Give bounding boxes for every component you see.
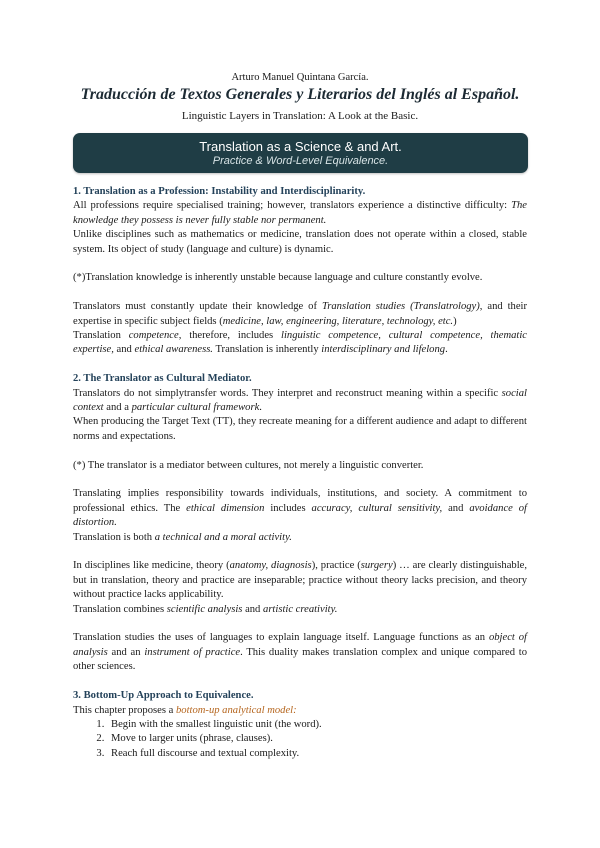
emphasis: ethical dimension — [186, 502, 265, 514]
emphasis: accuracy, cultural sensitivity, — [311, 502, 443, 514]
emphasis: Translation studies (Translatrology) — [321, 301, 480, 313]
emphasis: ethical awareness. — [134, 344, 213, 356]
text: Translators must constantly update their knowledge of — [73, 301, 318, 313]
section-3-intro — [73, 704, 527, 718]
section-1-heading: 1. Translation as a Profession: Instability and Interdisciplinarity. — [73, 186, 366, 197]
list-item: 3. Reach full discourse and textual complexity. — [107, 747, 527, 761]
section-2-note: (*) The translator is a mediator between cultures, not merely a linguistic converter. — [73, 459, 424, 471]
text: therefore, includes — [189, 330, 274, 342]
emphasis: social context — [73, 387, 527, 414]
text: ), practice ( — [311, 560, 361, 572]
list-item: 1. Begin with the smallest linguistic unit (the word). — [107, 718, 527, 732]
text: and an — [111, 646, 141, 658]
emphasis: object of analysis — [73, 632, 527, 658]
text: ) — [453, 315, 457, 327]
section-1-paragraph-2: Unlike disciplines such as mathematics or medicine, translation does not operate within a closed, stable system. Its object of study (language and culture) is dynamic. — [73, 229, 527, 255]
emphasis: a technical and a moral activity. — [154, 531, 292, 543]
text: In disciplines like medicine, theory ( — [73, 560, 230, 572]
emphasis: scientific analysis — [166, 603, 243, 615]
banner-title: Translation as a Science & and Art. — [199, 139, 402, 154]
emphasis: anatomy, diagnosis — [229, 560, 312, 572]
section-2-paragraph-1 — [73, 387, 527, 416]
title-banner — [73, 133, 528, 173]
highlight: bottom-up analytical model: — [175, 704, 297, 716]
text: , and their expertise in specific subject fields ( — [73, 301, 528, 327]
emphasis: linguistic competence, cultural competence, thematic expertise, — [73, 330, 528, 356]
document-body — [73, 185, 527, 761]
emphasis: artistic creativity. — [263, 603, 338, 615]
text: This chapter proposes a — [73, 704, 174, 716]
section-2-paragraph-3 — [73, 487, 527, 530]
emphasis: interdisciplinary and lifelong — [321, 344, 446, 356]
section-3-heading: 3. Bottom-Up Approach to Equivalence. — [73, 690, 254, 702]
section-2-paragraph-7 — [73, 631, 527, 674]
text: . This duality makes translation complex and unique compared to other sciences. — [73, 646, 527, 673]
document-subtitle: Linguistic Layers in Translation: A Look at the Basic. — [181, 110, 419, 122]
section-2-paragraph-4 — [73, 531, 527, 545]
author-name: Arturo Manuel Quintana García. — [231, 72, 369, 83]
emphasis: competence, — [128, 330, 182, 342]
emphasis: particular cultural framework — [131, 402, 260, 414]
text: Translation is inherently — [215, 344, 319, 356]
text: and — [448, 502, 464, 514]
banner-subtitle: Practice & Word-Level Equivalence. — [212, 155, 389, 167]
text: and a — [106, 402, 129, 414]
text: Translation combines — [73, 603, 165, 615]
section-1-paragraph-4 — [73, 329, 527, 358]
text: and — [116, 344, 132, 356]
emphasis: avoidance of distortion. — [73, 502, 527, 529]
section-1-note: (*)Translation knowledge is inherently unstable because language and culture constantly evolve. — [73, 272, 483, 284]
text: Translation — [73, 330, 121, 342]
text: Translation is both — [73, 531, 153, 543]
document-title: Traducción de Textos Generales y Literarios del Inglés al Español. — [80, 86, 520, 103]
text: Translators do not simplytransfer words. They interpret and reconstruct meaning within a specific — [73, 387, 499, 399]
section-2-paragraph-6 — [73, 603, 527, 617]
text: includes — [270, 502, 306, 514]
emphasis: instrument of practice — [144, 646, 241, 658]
text: Translation studies the uses of languages to explain language itself. Language functions as an — [73, 632, 486, 644]
section-2-paragraph-2: When producing the Target Text (TT), they recreate meaning for a different audience and adapt to different norms and expectations. — [73, 416, 527, 442]
text: All professions require specialised training; however, translators experience a distinctive difficulty: — [73, 200, 508, 212]
emphasis: surgery — [360, 560, 393, 572]
steps-list — [73, 718, 527, 761]
text: Translating implies responsibility towards individuals, institutions, and society. A commitment to professional ethics. The — [73, 488, 527, 514]
section-1-paragraph-1 — [73, 199, 527, 228]
list-item: 2. Move to larger units (phrase, clauses). — [107, 732, 527, 746]
section-1-paragraph-3 — [73, 300, 527, 329]
text: and — [245, 603, 261, 615]
text: . — [259, 402, 262, 414]
text: ) … are clearly distinguishable, but in translation, theory and practice are inseparable; practice without theory lacks precision, and theory without practice lacks applicability. — [73, 560, 527, 601]
emphasis: medicine, law, engineering, literature, technology, etc. — [222, 315, 454, 327]
section-2-heading: 2. The Translator as Cultural Mediator. — [73, 373, 252, 385]
section-2-paragraph-5 — [73, 559, 527, 602]
text: . — [445, 344, 448, 356]
emphasis: The knowledge they possess is never fully stable nor permanent. — [73, 200, 527, 226]
